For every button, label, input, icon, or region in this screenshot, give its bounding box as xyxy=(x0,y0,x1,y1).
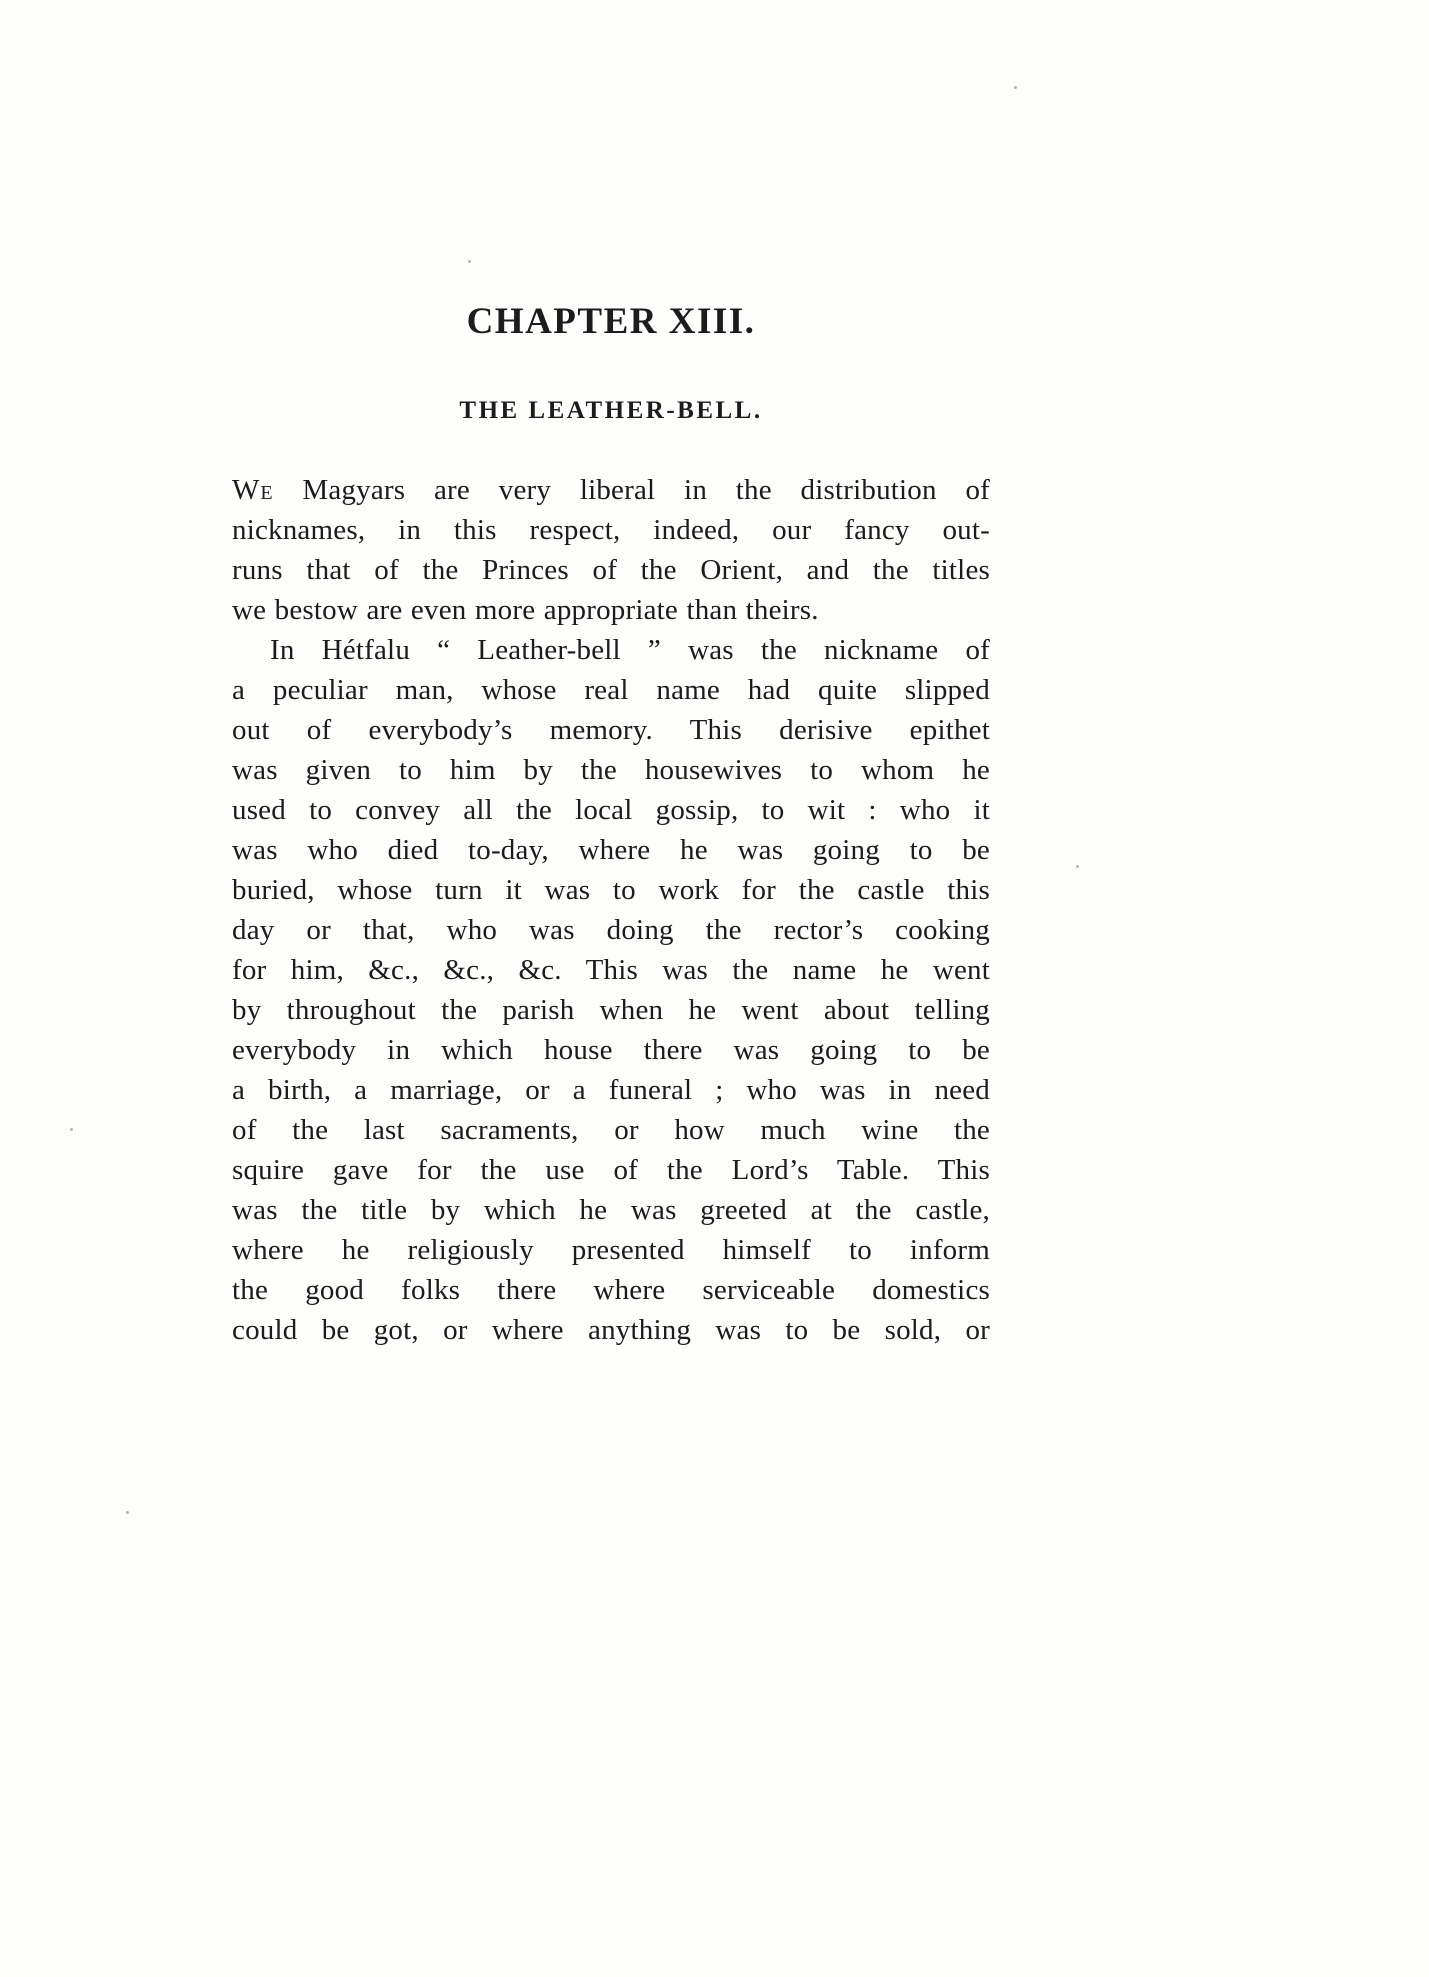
scan-speck xyxy=(468,260,471,263)
text-line: nicknames, in this respect, indeed, our fancy out- xyxy=(232,514,990,546)
text-line: a peculiar man, whose real name had quite slipped xyxy=(232,674,990,706)
text-line: a birth, a marriage, or a funeral ; who was in need xyxy=(232,1074,990,1106)
scan-speck xyxy=(1076,865,1079,868)
paragraph xyxy=(232,630,990,1350)
text-line: was given to him by the housewives to whom he xyxy=(232,754,990,786)
text-line: day or that, who was doing the rector’s cooking xyxy=(232,914,990,946)
text-line: buried, whose turn it was to work for the castle this xyxy=(232,874,990,906)
text-line: the good folks there where serviceable domestics xyxy=(232,1274,990,1306)
text-line: In Hétfalu “ Leather-bell ” was the nickname of xyxy=(270,634,990,666)
text-line: for him, &c., &c., &c. This was the name he went xyxy=(232,954,990,986)
text-line: could be got, or where anything was to be sold, or xyxy=(232,1314,990,1346)
text-line: squire gave for the use of the Lord’s Table. This xyxy=(232,1154,990,1186)
text-line: was the title by which he was greeted at the castle, xyxy=(232,1194,990,1226)
text-block xyxy=(232,300,990,1350)
chapter-heading: CHAPTER XIII. xyxy=(466,301,756,342)
text-line: of the last sacraments, or how much wine the xyxy=(232,1114,990,1146)
text-line: used to convey all the local gossip, to wit : who it xyxy=(232,794,990,826)
text-line: runs that of the Princes of the Orient, and the titles xyxy=(232,554,990,586)
text-line: was who died to-day, where he was going to be xyxy=(232,834,990,866)
chapter-subtitle: THE LEATHER-BELL. xyxy=(459,397,763,424)
leading-small-caps: We xyxy=(232,474,274,506)
paragraph xyxy=(232,470,990,630)
text-line: everybody in which house there was going to be xyxy=(232,1034,990,1066)
scan-speck xyxy=(1014,86,1017,89)
scan-speck xyxy=(70,1128,73,1131)
text-line: out of everybody’s memory. This derisive epithet xyxy=(232,714,990,746)
scan-speck xyxy=(126,1511,129,1514)
text-line xyxy=(232,470,990,510)
text-line: we bestow are even more appropriate than theirs. xyxy=(232,594,819,626)
text-line: by throughout the parish when he went about telling xyxy=(232,994,990,1026)
text-line: where he religiously presented himself to inform xyxy=(232,1234,990,1266)
text-line-rest: Magyars are very liberal in the distribution of xyxy=(302,474,990,506)
